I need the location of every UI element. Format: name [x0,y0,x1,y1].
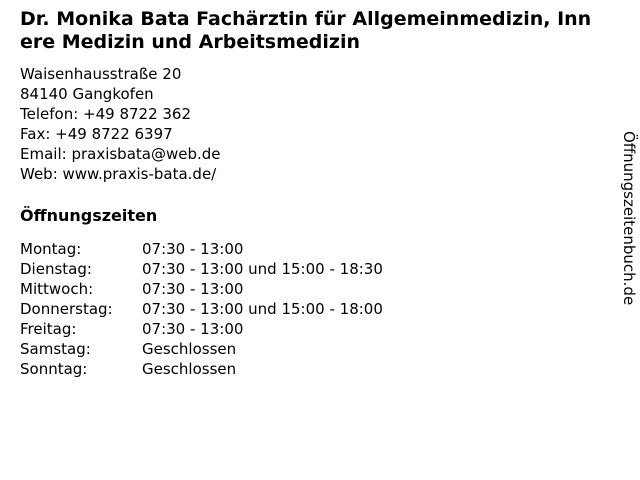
time-value: 07:30 - 13:00 und 15:00 - 18:30 [142,260,383,278]
hours-row-thursday [20,299,640,319]
day-label: Dienstag: [20,260,92,278]
hours-row-wednesday [20,279,640,299]
address-street: Waisenhausstraße 20 [20,65,182,83]
hours-row-friday [20,319,640,339]
hours-row-saturday [20,339,640,359]
time-value: 07:30 - 13:00 und 15:00 - 18:00 [142,300,383,318]
day-label: Donnerstag: [20,300,113,318]
day-label: Sonntag: [20,360,88,378]
time-value: Geschlossen [142,360,237,378]
time-value: 07:30 - 13:00 [142,320,244,338]
hours-row-tuesday [20,259,640,279]
phone-line: Telefon: +49 8722 362 [20,105,192,123]
address-city: 84140 Gangkofen [20,85,154,103]
opening-hours-table [20,239,640,379]
practice-title-line-1: Dr. Monika Bata Fachärztin für Allgemeinmedizin, Inn [20,8,592,30]
fax-line: Fax: +49 8722 6397 [20,125,173,143]
contact-info [20,64,640,184]
time-value: 07:30 - 13:00 [142,240,244,258]
day-label: Montag: [20,240,82,258]
email-line: Email: praxisbata@web.de [20,145,221,163]
practice-title-line-2: ere Medizin und Arbeitsmedizin [20,31,361,53]
opening-hours-heading: Öffnungszeiten [20,206,158,225]
hours-row-monday [20,239,640,259]
day-label: Mittwoch: [20,280,94,298]
time-value: 07:30 - 13:00 [142,280,244,298]
hours-row-sunday [20,359,640,379]
site-watermark: Öffnungszeitenbuch.de [620,131,638,306]
day-label: Samstag: [20,340,91,358]
time-value: Geschlossen [142,340,237,358]
day-label: Freitag: [20,320,77,338]
website-line: Web: www.praxis-bata.de/ [20,165,217,183]
practice-title [20,8,622,54]
